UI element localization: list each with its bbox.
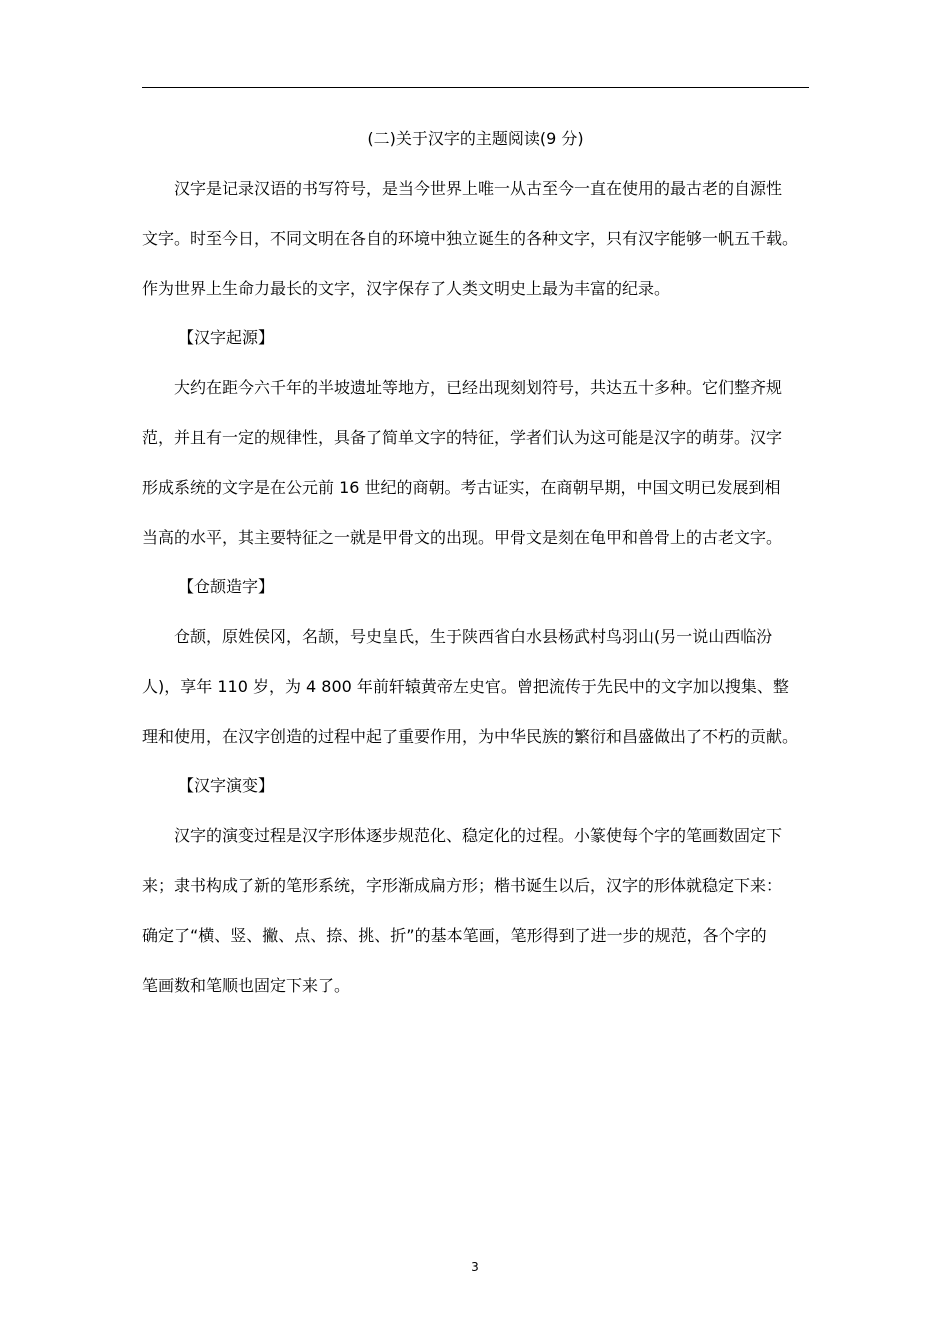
paragraph-origin xyxy=(142,363,809,563)
header-rule xyxy=(142,87,809,88)
paragraph-line: 当高的水平，其主要特征之一就是甲骨文的出现。甲骨文是刻在龟甲和兽骨上的古老文字。 xyxy=(142,528,783,547)
paragraph-line: 确定了“横、竖、撇、点、捺、挑、折”的基本笔画，笔形得到了进一步的规范，各个字的 xyxy=(142,926,767,945)
paragraph-line: 范，并且有一定的规律性，具备了简单文字的特征，学者们认为这可能是汉字的萌芽。汉字 xyxy=(142,428,783,447)
paragraph-line: 笔画数和笔顺也固定下来了。 xyxy=(142,976,351,995)
paragraph-cangjie xyxy=(142,612,809,762)
heading-evolution: 【汉字演变】 xyxy=(178,776,275,795)
heading-origin: 【汉字起源】 xyxy=(178,328,275,347)
section-title: (二)关于汉字的主题阅读(9 分) xyxy=(367,129,584,148)
paragraph-line: 作为世界上生命力最长的文字，汉字保存了人类文明史上最为丰富的纪录。 xyxy=(142,279,671,298)
heading-cangjie: 【仓颉造字】 xyxy=(178,577,275,596)
paragraph-line: 大约在距今六千年的半坡遗址等地方，已经出现刻划符号，共达五十多种。它们整齐规 xyxy=(142,378,783,397)
paragraph-line: 形成系统的文字是在公元前 16 世纪的商朝。考古证实，在商朝早期，中国文明已发展到相 xyxy=(142,478,781,497)
page-number: 3 xyxy=(471,1260,479,1274)
paragraph-line: 文字。时至今日，不同文明在各自的环境中独立诞生的各种文字，只有汉字能够一帆五千载。 xyxy=(142,229,799,248)
paragraph-evolution xyxy=(142,811,809,1011)
paragraph-line: 汉字是记录汉语的书写符号，是当今世界上唯一从古至今一直在使用的最古老的自源性 xyxy=(142,179,783,198)
paragraph-line: 人)，享年 110 岁，为 4 800 年前轩辕黄帝左史官。曾把流传于先民中的文字加以搜集、整 xyxy=(142,677,789,696)
paragraph-line: 仓颉，原姓侯冈，名颉，号史皇氏，生于陕西省白水县杨武村鸟羽山(另一说山西临汾 xyxy=(142,627,773,646)
intro-paragraph xyxy=(142,164,809,314)
paragraph-line: 汉字的演变过程是汉字形体逐步规范化、稳定化的过程。小篆使每个字的笔画数固定下 xyxy=(142,826,783,845)
paragraph-line: 理和使用，在汉字创造的过程中起了重要作用，为中华民族的繁衍和昌盛做出了不朽的贡献。 xyxy=(142,727,799,746)
paragraph-line: 来；隶书构成了新的笔形系统，字形渐成扁方形；楷书诞生以后，汉字的形体就稳定下来： xyxy=(142,876,783,895)
